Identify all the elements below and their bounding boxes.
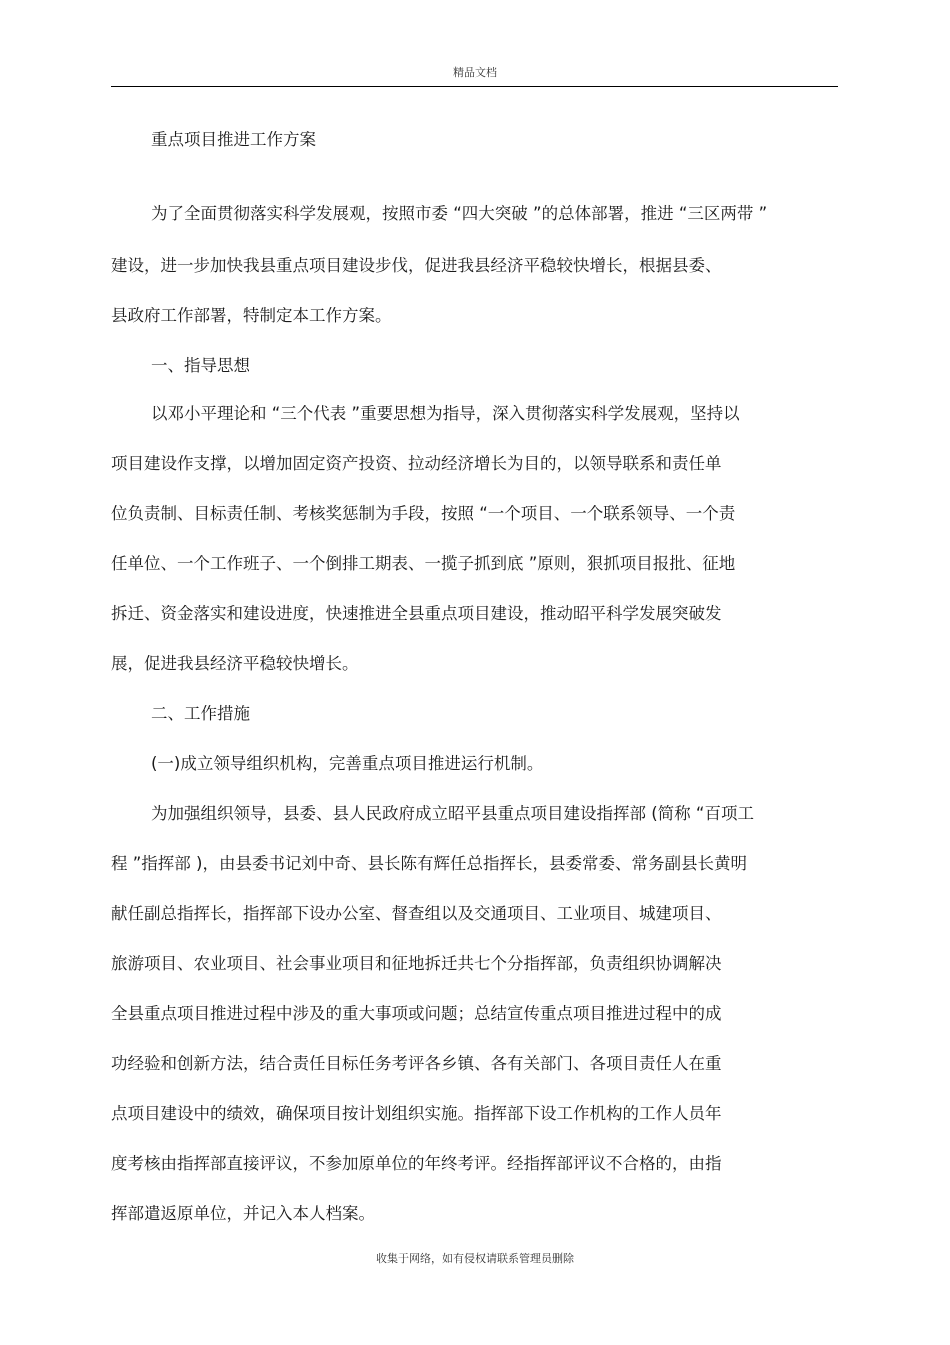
paragraph-line: 为加强组织领导，县委、县人民政府成立昭平县重点项目建设指挥部 (简称 “百项工 (151, 804, 754, 823)
paragraph-line: 位负责制、目标责任制、考核奖惩制为手段，按照 “一个项目、一个联系领导、一个责 (111, 504, 736, 523)
section-heading: 二、工作措施 (151, 704, 250, 723)
paragraph-line: 点项目建设中的绩效，确保项目按计划组织实施。指挥部下设工作机构的工作人员年 (111, 1104, 722, 1123)
paragraph-line: 挥部遣返原单位，并记入本人档案。 (111, 1204, 375, 1223)
page-header: 精品文档 (453, 66, 497, 79)
header-rule (111, 86, 838, 87)
paragraph-line: 全县重点项目推进过程中涉及的重大事项或问题；总结宣传重点项目推进过程中的成 (111, 1004, 722, 1023)
paragraph-line: 功经验和创新方法，结合责任目标任务考评各乡镇、各有关部门、各项目责任人在重 (111, 1054, 722, 1073)
paragraph-line: 展，促进我县经济平稳较快增长。 (111, 654, 359, 673)
paragraph-line: 任单位、一个工作班子、一个倒排工期表、一揽子抓到底 ”原则，狠抓项目报批、征地 (111, 554, 736, 573)
section-heading: 一、指导思想 (151, 356, 250, 375)
paragraph-line: 以邓小平理论和 “三个代表 ”重要思想为指导，深入贯彻落实科学发展观，坚持以 (151, 404, 740, 423)
intro-line: 县政府工作部署，特制定本工作方案。 (111, 306, 392, 325)
page-footer: 收集于网络，如有侵权请联系管理员删除 (376, 1252, 574, 1265)
paragraph-line: 旅游项目、农业项目、社会事业项目和征地拆迁共七个分指挥部，负责组织协调解决 (111, 954, 722, 973)
intro-line: 为了全面贯彻落实科学发展观，按照市委 “四大突破 ”的总体部署，推进 “三区两带 ” (151, 204, 768, 223)
paragraph-line: 程 ”指挥部 )，由县委书记刘中奇、县长陈有辉任总指挥长，县委常委、常务副县长黄明 (111, 854, 747, 873)
paragraph-line: 度考核由指挥部直接评议，不参加原单位的年终考评。经指挥部评议不合格的，由指 (111, 1154, 722, 1173)
paragraph-line: 拆迁、资金落实和建设进度，快速推进全县重点项目建设，推动昭平科学发展突破发 (111, 604, 722, 623)
intro-line: 建设，进一步加快我县重点项目建设步伐，促进我县经济平稳较快增长，根据县委、 (111, 256, 722, 275)
paragraph-line: 献任副总指挥长，指挥部下设办公室、督查组以及交通项目、工业项目、城建项目、 (111, 904, 722, 923)
paragraph-line: 项目建设作支撑，以增加固定资产投资、拉动经济增长为目的，以领导联系和责任单 (111, 454, 722, 473)
subsection-heading: (一)成立领导组织机构，完善重点项目推进运行机制。 (151, 754, 544, 773)
document-title: 重点项目推进工作方案 (151, 130, 316, 149)
